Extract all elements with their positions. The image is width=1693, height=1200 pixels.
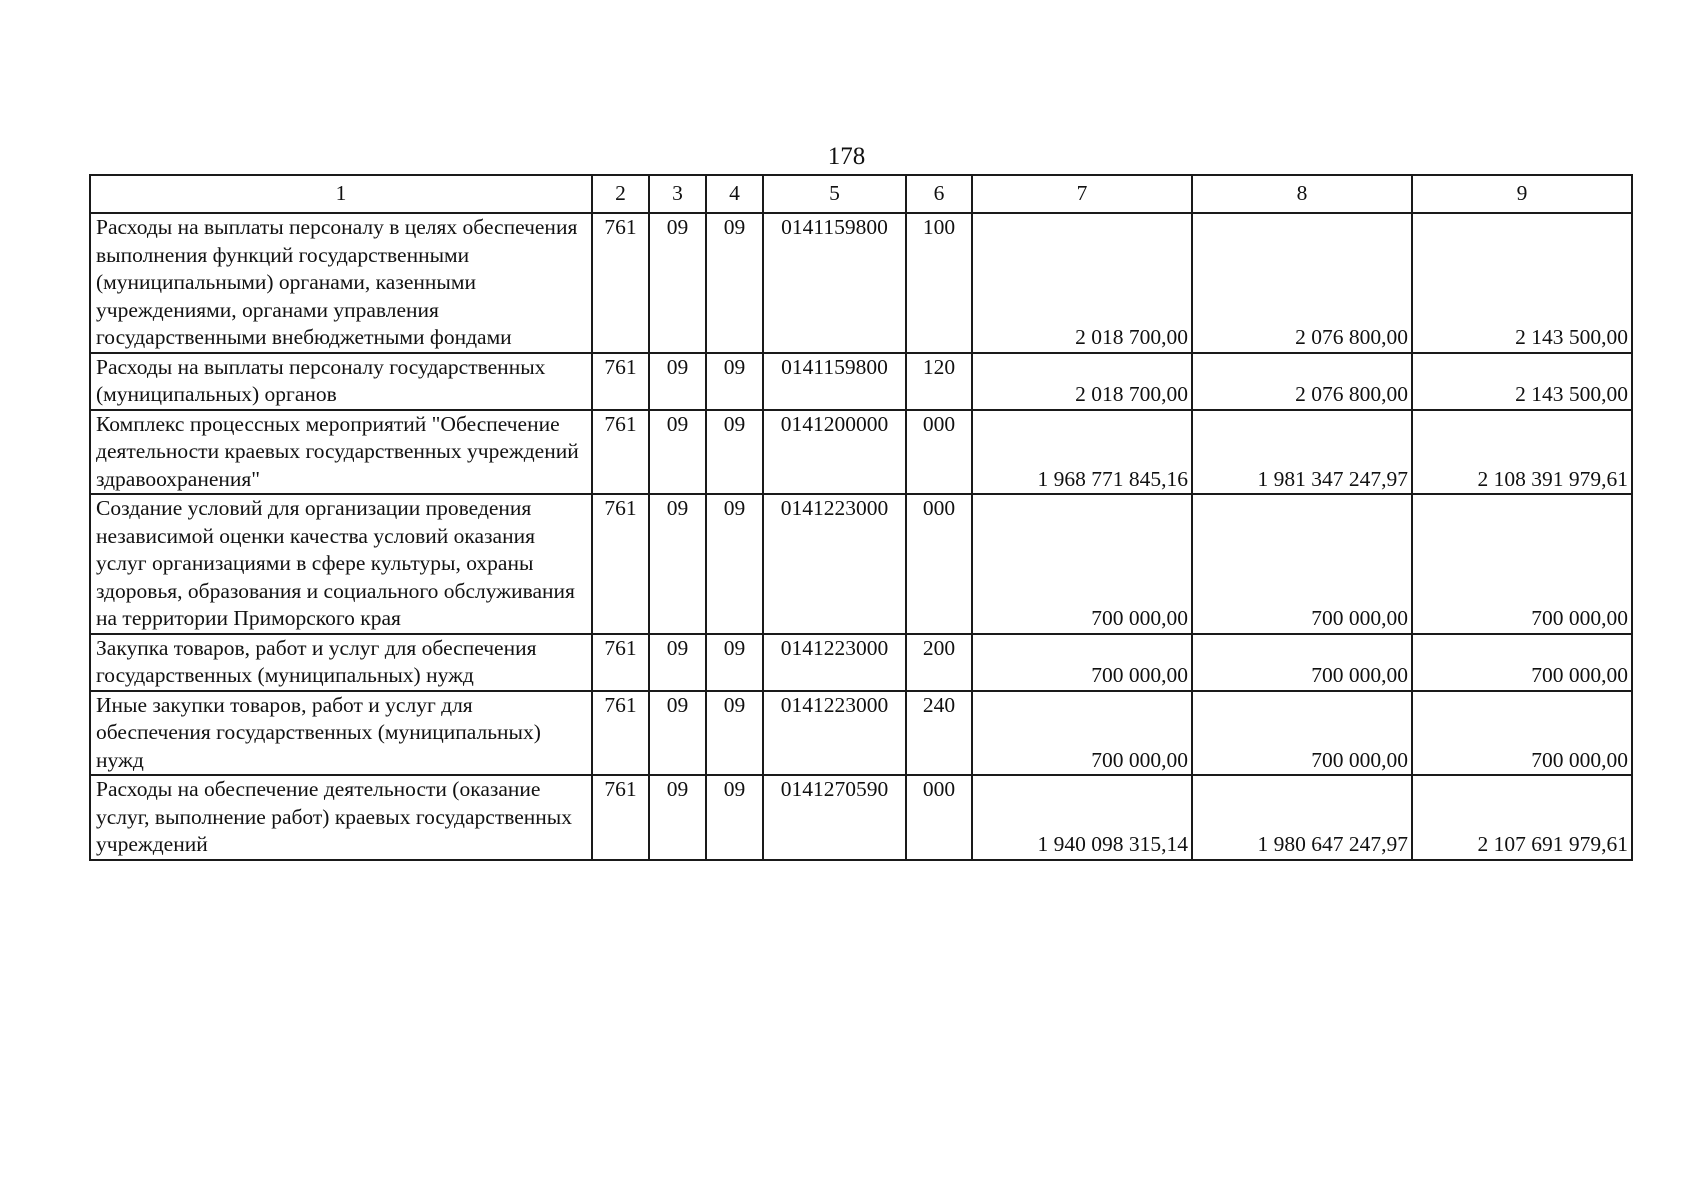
row-amount-7: 700 000,00 — [972, 634, 1192, 691]
header-cell-9: 9 — [1412, 175, 1632, 213]
row-description: Иные закупки товаров, работ и услуг для обеспечения государственных (муниципальных) нужд — [90, 691, 592, 776]
page-number: 178 — [827, 143, 866, 170]
row-col-3: 09 — [649, 353, 706, 410]
header-cell-7: 7 — [972, 175, 1192, 213]
table-row — [90, 691, 1632, 776]
row-col-3: 09 — [649, 213, 706, 353]
row-col-2: 761 — [592, 494, 649, 634]
row-amount-9: 2 107 691 979,61 — [1412, 775, 1632, 860]
row-amount-8: 1 980 647 247,97 — [1192, 775, 1412, 860]
row-amount-9: 700 000,00 — [1412, 691, 1632, 776]
row-col-3: 09 — [649, 634, 706, 691]
table-row — [90, 213, 1632, 353]
row-col-4: 09 — [706, 410, 763, 495]
row-col-5: 0141159800 — [763, 213, 906, 353]
row-col-4: 09 — [706, 494, 763, 634]
table-row — [90, 494, 1632, 634]
budget-table — [89, 174, 1633, 861]
header-row — [90, 175, 1632, 213]
row-amount-9: 2 143 500,00 — [1412, 213, 1632, 353]
table-row — [90, 775, 1632, 860]
row-col-3: 09 — [649, 410, 706, 495]
row-col-5: 0141223000 — [763, 494, 906, 634]
row-col-2: 761 — [592, 691, 649, 776]
row-amount-7: 2 018 700,00 — [972, 353, 1192, 410]
row-col-2: 761 — [592, 410, 649, 495]
header-cell-8: 8 — [1192, 175, 1412, 213]
row-amount-7: 1 940 098 315,14 — [972, 775, 1192, 860]
table-row — [90, 634, 1632, 691]
row-amount-8: 1 981 347 247,97 — [1192, 410, 1412, 495]
row-amount-7: 2 018 700,00 — [972, 213, 1192, 353]
header-cell-1: 1 — [90, 175, 592, 213]
row-col-2: 761 — [592, 213, 649, 353]
header-cell-6: 6 — [906, 175, 972, 213]
row-col-2: 761 — [592, 634, 649, 691]
row-col-6: 000 — [906, 775, 972, 860]
header-cell-2: 2 — [592, 175, 649, 213]
row-col-6: 100 — [906, 213, 972, 353]
row-description: Закупка товаров, работ и услуг для обеспечения государственных (муниципальных) нужд — [90, 634, 592, 691]
header-cell-5: 5 — [763, 175, 906, 213]
table-row — [90, 353, 1632, 410]
row-col-3: 09 — [649, 691, 706, 776]
row-col-5: 0141200000 — [763, 410, 906, 495]
row-description: Расходы на обеспечение деятельности (оказание услуг, выполнение работ) краевых государственных учреждений — [90, 775, 592, 860]
row-amount-9: 700 000,00 — [1412, 634, 1632, 691]
header-cell-3: 3 — [649, 175, 706, 213]
row-col-6: 000 — [906, 494, 972, 634]
row-amount-9: 700 000,00 — [1412, 494, 1632, 634]
row-amount-8: 2 076 800,00 — [1192, 213, 1412, 353]
row-col-3: 09 — [649, 775, 706, 860]
row-amount-8: 2 076 800,00 — [1192, 353, 1412, 410]
row-col-2: 761 — [592, 353, 649, 410]
row-col-4: 09 — [706, 353, 763, 410]
row-description: Расходы на выплаты персоналу государственных (муниципальных) органов — [90, 353, 592, 410]
row-col-3: 09 — [649, 494, 706, 634]
row-col-5: 0141223000 — [763, 634, 906, 691]
row-amount-7: 700 000,00 — [972, 494, 1192, 634]
row-col-5: 0141270590 — [763, 775, 906, 860]
row-amount-8: 700 000,00 — [1192, 691, 1412, 776]
row-col-2: 761 — [592, 775, 649, 860]
row-amount-7: 700 000,00 — [972, 691, 1192, 776]
row-col-4: 09 — [706, 775, 763, 860]
row-col-4: 09 — [706, 213, 763, 353]
row-amount-8: 700 000,00 — [1192, 634, 1412, 691]
row-description: Расходы на выплаты персоналу в целях обеспечения выполнения функций государственными (муниципальными) органами, казенными учреждениями, органами управления государственными внебюджетными фондами — [90, 213, 592, 353]
row-col-6: 000 — [906, 410, 972, 495]
row-description: Создание условий для организации проведения независимой оценки качества условий оказания услуг организациями в сфере культуры, охраны здоровья, образования и социального обслуживания на территории Приморского края — [90, 494, 592, 634]
header-cell-4: 4 — [706, 175, 763, 213]
row-amount-9: 2 108 391 979,61 — [1412, 410, 1632, 495]
row-amount-7: 1 968 771 845,16 — [972, 410, 1192, 495]
row-amount-8: 700 000,00 — [1192, 494, 1412, 634]
row-description: Комплекс процессных мероприятий "Обеспечение деятельности краевых государственных учреждений здравоохранения" — [90, 410, 592, 495]
row-amount-9: 2 143 500,00 — [1412, 353, 1632, 410]
row-col-6: 200 — [906, 634, 972, 691]
row-col-4: 09 — [706, 691, 763, 776]
row-col-5: 0141159800 — [763, 353, 906, 410]
row-col-6: 120 — [906, 353, 972, 410]
row-col-6: 240 — [906, 691, 972, 776]
row-col-5: 0141223000 — [763, 691, 906, 776]
row-col-4: 09 — [706, 634, 763, 691]
table-row — [90, 410, 1632, 495]
